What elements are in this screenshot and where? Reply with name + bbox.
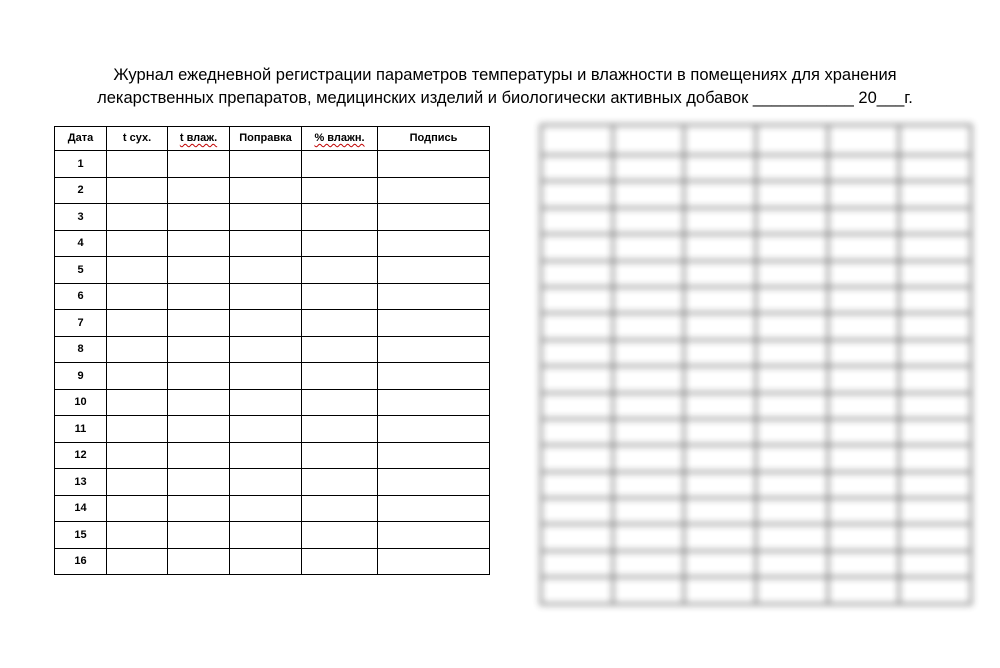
row-date-cell: 4 [55, 230, 107, 257]
blurred-row [541, 498, 971, 524]
header-t-dry: t сух. [107, 127, 168, 151]
blurred-cell [541, 419, 613, 445]
empty-entry-cell [378, 336, 490, 363]
blurred-cell [613, 551, 685, 577]
blurred-cell [828, 577, 900, 603]
blurred-cell [756, 577, 828, 603]
empty-entry-cell [107, 204, 168, 231]
blurred-row [541, 393, 971, 419]
empty-entry-cell [302, 204, 378, 231]
blurred-cell [828, 261, 900, 287]
empty-entry-cell [168, 522, 230, 549]
empty-entry-cell [107, 257, 168, 284]
empty-entry-cell [168, 495, 230, 522]
blurred-row [541, 472, 971, 498]
empty-entry-cell [168, 469, 230, 496]
row-date-cell: 10 [55, 389, 107, 416]
blurred-cell [613, 366, 685, 392]
table-row [55, 310, 490, 337]
blurred-row [541, 340, 971, 366]
empty-entry-cell [378, 283, 490, 310]
empty-entry-cell [107, 310, 168, 337]
empty-entry-cell [302, 257, 378, 284]
empty-entry-cell [107, 416, 168, 443]
blurred-cell [899, 313, 971, 339]
row-date-cell: 2 [55, 177, 107, 204]
blurred-cell [684, 577, 756, 603]
blurred-cell [684, 155, 756, 181]
empty-entry-cell [230, 442, 302, 469]
blurred-cell [613, 524, 685, 550]
empty-entry-cell [107, 548, 168, 575]
blurred-cell [684, 524, 756, 550]
blurred-row [541, 208, 971, 234]
blurred-cell [541, 366, 613, 392]
blurred-cell [756, 234, 828, 260]
blurred-cell [756, 313, 828, 339]
empty-entry-cell [230, 204, 302, 231]
empty-entry-cell [168, 416, 230, 443]
blurred-cell [756, 498, 828, 524]
empty-entry-cell [302, 442, 378, 469]
blurred-cell [613, 208, 685, 234]
blurred-cell [899, 445, 971, 471]
empty-entry-cell [230, 310, 302, 337]
journal-body [55, 151, 490, 575]
table-row [55, 151, 490, 178]
blurred-header-cell [899, 125, 971, 155]
empty-entry-cell [168, 230, 230, 257]
blurred-cell [613, 498, 685, 524]
header-humidity-label: % влажн. [314, 132, 365, 144]
empty-entry-cell [230, 283, 302, 310]
row-date-cell: 5 [55, 257, 107, 284]
blurred-cell [684, 181, 756, 207]
blurred-cell [684, 366, 756, 392]
row-date-cell: 3 [55, 204, 107, 231]
empty-entry-cell [230, 389, 302, 416]
empty-entry-cell [378, 442, 490, 469]
table-row [55, 389, 490, 416]
empty-entry-cell [168, 177, 230, 204]
blurred-cell [541, 498, 613, 524]
empty-entry-cell [378, 495, 490, 522]
row-date-cell: 7 [55, 310, 107, 337]
empty-entry-cell [168, 151, 230, 178]
empty-entry-cell [168, 442, 230, 469]
empty-entry-cell [302, 548, 378, 575]
empty-entry-cell [107, 151, 168, 178]
blurred-cell [828, 472, 900, 498]
blurred-cell [828, 155, 900, 181]
empty-entry-cell [168, 363, 230, 390]
empty-entry-cell [168, 204, 230, 231]
blurred-cell [756, 445, 828, 471]
blurred-cell [541, 577, 613, 603]
blurred-cell [684, 208, 756, 234]
row-date-cell: 16 [55, 548, 107, 575]
blurred-cell [613, 155, 685, 181]
row-date-cell: 14 [55, 495, 107, 522]
blurred-cell [541, 472, 613, 498]
blurred-header-cell [756, 125, 828, 155]
blurred-cell [899, 577, 971, 603]
empty-entry-cell [302, 389, 378, 416]
blurred-cell [899, 181, 971, 207]
empty-entry-cell [107, 177, 168, 204]
blurred-cell [756, 261, 828, 287]
table-row [55, 522, 490, 549]
empty-entry-cell [107, 522, 168, 549]
empty-entry-cell [378, 416, 490, 443]
empty-entry-cell [168, 389, 230, 416]
blurred-row [541, 551, 971, 577]
empty-entry-cell [168, 310, 230, 337]
empty-entry-cell [302, 336, 378, 363]
table-row [55, 177, 490, 204]
blurred-row [541, 234, 971, 260]
blurred-cell [684, 313, 756, 339]
blurred-cell [613, 445, 685, 471]
empty-entry-cell [168, 257, 230, 284]
blurred-cell [899, 261, 971, 287]
blurred-cell [541, 234, 613, 260]
row-date-cell: 13 [55, 469, 107, 496]
empty-entry-cell [230, 230, 302, 257]
table-row [55, 416, 490, 443]
blurred-cell [899, 498, 971, 524]
blurred-cell [684, 419, 756, 445]
blurred-cell [541, 551, 613, 577]
empty-entry-cell [230, 548, 302, 575]
row-date-cell: 9 [55, 363, 107, 390]
header-correction: Поправка [230, 127, 302, 151]
blurred-cell [541, 313, 613, 339]
blurred-cell [899, 419, 971, 445]
blurred-row [541, 419, 971, 445]
blurred-header-cell [828, 125, 900, 155]
blurred-cell [756, 393, 828, 419]
blurred-cell [899, 234, 971, 260]
header-t-wet-label: t влаж. [179, 132, 218, 144]
blurred-cell [613, 577, 685, 603]
empty-entry-cell [107, 495, 168, 522]
empty-entry-cell [230, 469, 302, 496]
blurred-header-cell [684, 125, 756, 155]
blurred-cell [899, 472, 971, 498]
empty-entry-cell [107, 442, 168, 469]
blurred-cell [828, 498, 900, 524]
blurred-cell [613, 181, 685, 207]
blurred-cell [613, 472, 685, 498]
blurred-cell [756, 287, 828, 313]
empty-entry-cell [302, 469, 378, 496]
empty-entry-cell [230, 177, 302, 204]
row-date-cell: 8 [55, 336, 107, 363]
blurred-cell [541, 155, 613, 181]
empty-entry-cell [230, 495, 302, 522]
blurred-cell [684, 445, 756, 471]
blurred-cell [756, 524, 828, 550]
blurred-cell [541, 340, 613, 366]
empty-entry-cell [378, 548, 490, 575]
blurred-cell [684, 551, 756, 577]
blurred-cell [613, 313, 685, 339]
blurred-cell [828, 366, 900, 392]
blurred-row [541, 366, 971, 392]
blurred-cell [828, 419, 900, 445]
empty-entry-cell [230, 151, 302, 178]
blurred-cell [756, 366, 828, 392]
blurred-cell [613, 234, 685, 260]
blurred-cell [684, 287, 756, 313]
empty-entry-cell [168, 336, 230, 363]
blurred-body [541, 155, 971, 604]
blurred-cell [756, 208, 828, 234]
empty-entry-cell [230, 257, 302, 284]
empty-entry-cell [378, 469, 490, 496]
header-row [55, 127, 490, 151]
blurred-cell [756, 155, 828, 181]
blurred-header-cell [613, 125, 685, 155]
row-date-cell: 11 [55, 416, 107, 443]
blurred-row [541, 181, 971, 207]
blurred-cell [613, 261, 685, 287]
empty-entry-cell [107, 389, 168, 416]
empty-entry-cell [378, 522, 490, 549]
blurred-cell [828, 234, 900, 260]
empty-entry-cell [302, 310, 378, 337]
blurred-cell [541, 261, 613, 287]
blurred-table [540, 124, 972, 605]
blurred-row [541, 313, 971, 339]
empty-entry-cell [302, 416, 378, 443]
journal-table [54, 126, 490, 575]
empty-entry-cell [107, 336, 168, 363]
table-row [55, 442, 490, 469]
blurred-row [541, 155, 971, 181]
empty-entry-cell [230, 336, 302, 363]
table-row [55, 283, 490, 310]
blurred-cell [828, 551, 900, 577]
empty-entry-cell [107, 283, 168, 310]
blurred-header-row [541, 125, 971, 155]
blurred-cell [684, 393, 756, 419]
blurred-cell [828, 313, 900, 339]
empty-entry-cell [107, 469, 168, 496]
blurred-cell [828, 524, 900, 550]
row-date-cell: 1 [55, 151, 107, 178]
empty-entry-cell [378, 230, 490, 257]
table-row [55, 204, 490, 231]
blurred-cell [899, 208, 971, 234]
blurred-cell [899, 155, 971, 181]
blurred-cell [828, 393, 900, 419]
blurred-cell [613, 340, 685, 366]
blurred-cell [756, 419, 828, 445]
header-signature: Подпись [378, 127, 490, 151]
blurred-cell [756, 551, 828, 577]
blurred-cell [684, 472, 756, 498]
table-row [55, 230, 490, 257]
blurred-row [541, 261, 971, 287]
blurred-cell [756, 340, 828, 366]
empty-entry-cell [107, 230, 168, 257]
empty-entry-cell [302, 151, 378, 178]
empty-entry-cell [378, 363, 490, 390]
blurred-cell [899, 366, 971, 392]
table-row [55, 548, 490, 575]
empty-entry-cell [230, 416, 302, 443]
blurred-cell [828, 181, 900, 207]
empty-entry-cell [378, 151, 490, 178]
blurred-cell [684, 498, 756, 524]
empty-entry-cell [378, 310, 490, 337]
blurred-cell [828, 208, 900, 234]
header-t-wet [168, 127, 230, 151]
row-date-cell: 12 [55, 442, 107, 469]
blurred-cell [684, 340, 756, 366]
empty-entry-cell [378, 177, 490, 204]
empty-entry-cell [302, 495, 378, 522]
blurred-cell [899, 287, 971, 313]
journal-title [40, 64, 970, 110]
empty-entry-cell [168, 283, 230, 310]
empty-entry-cell [302, 283, 378, 310]
blurred-cell [684, 261, 756, 287]
empty-entry-cell [230, 522, 302, 549]
blurred-cell [899, 393, 971, 419]
empty-entry-cell [378, 257, 490, 284]
blurred-cell [899, 551, 971, 577]
blurred-table-preview [540, 124, 972, 580]
blurred-cell [828, 287, 900, 313]
table-row [55, 336, 490, 363]
table-row [55, 469, 490, 496]
empty-entry-cell [107, 363, 168, 390]
empty-entry-cell [378, 389, 490, 416]
empty-entry-cell [302, 230, 378, 257]
blurred-cell [541, 445, 613, 471]
blurred-cell [899, 524, 971, 550]
empty-entry-cell [168, 548, 230, 575]
blurred-cell [541, 524, 613, 550]
title-line-2: лекарственных препаратов, медицинских изделий и биологически активных добавок ___________ 20___г. [97, 89, 913, 107]
row-date-cell: 15 [55, 522, 107, 549]
empty-entry-cell [378, 204, 490, 231]
table-row [55, 257, 490, 284]
blurred-row [541, 524, 971, 550]
blurred-cell [613, 419, 685, 445]
blurred-row [541, 577, 971, 603]
blurred-header-cell [541, 125, 613, 155]
blurred-cell [899, 340, 971, 366]
blurred-cell [756, 472, 828, 498]
table-row [55, 363, 490, 390]
blurred-cell [828, 340, 900, 366]
header-humidity [302, 127, 378, 151]
blurred-cell [613, 393, 685, 419]
blurred-cell [541, 181, 613, 207]
title-line-1: Журнал ежедневной регистрации параметров температуры и влажности в помещениях для хранения [113, 66, 897, 84]
empty-entry-cell [302, 177, 378, 204]
blurred-cell [541, 208, 613, 234]
blurred-cell [756, 181, 828, 207]
blurred-cell [613, 287, 685, 313]
empty-entry-cell [230, 363, 302, 390]
empty-entry-cell [302, 363, 378, 390]
row-date-cell: 6 [55, 283, 107, 310]
blurred-cell [541, 287, 613, 313]
blurred-cell [684, 234, 756, 260]
blurred-row [541, 445, 971, 471]
empty-entry-cell [302, 522, 378, 549]
table-row [55, 495, 490, 522]
blurred-row [541, 287, 971, 313]
blurred-cell [828, 445, 900, 471]
header-date: Дата [55, 127, 107, 151]
blurred-cell [541, 393, 613, 419]
